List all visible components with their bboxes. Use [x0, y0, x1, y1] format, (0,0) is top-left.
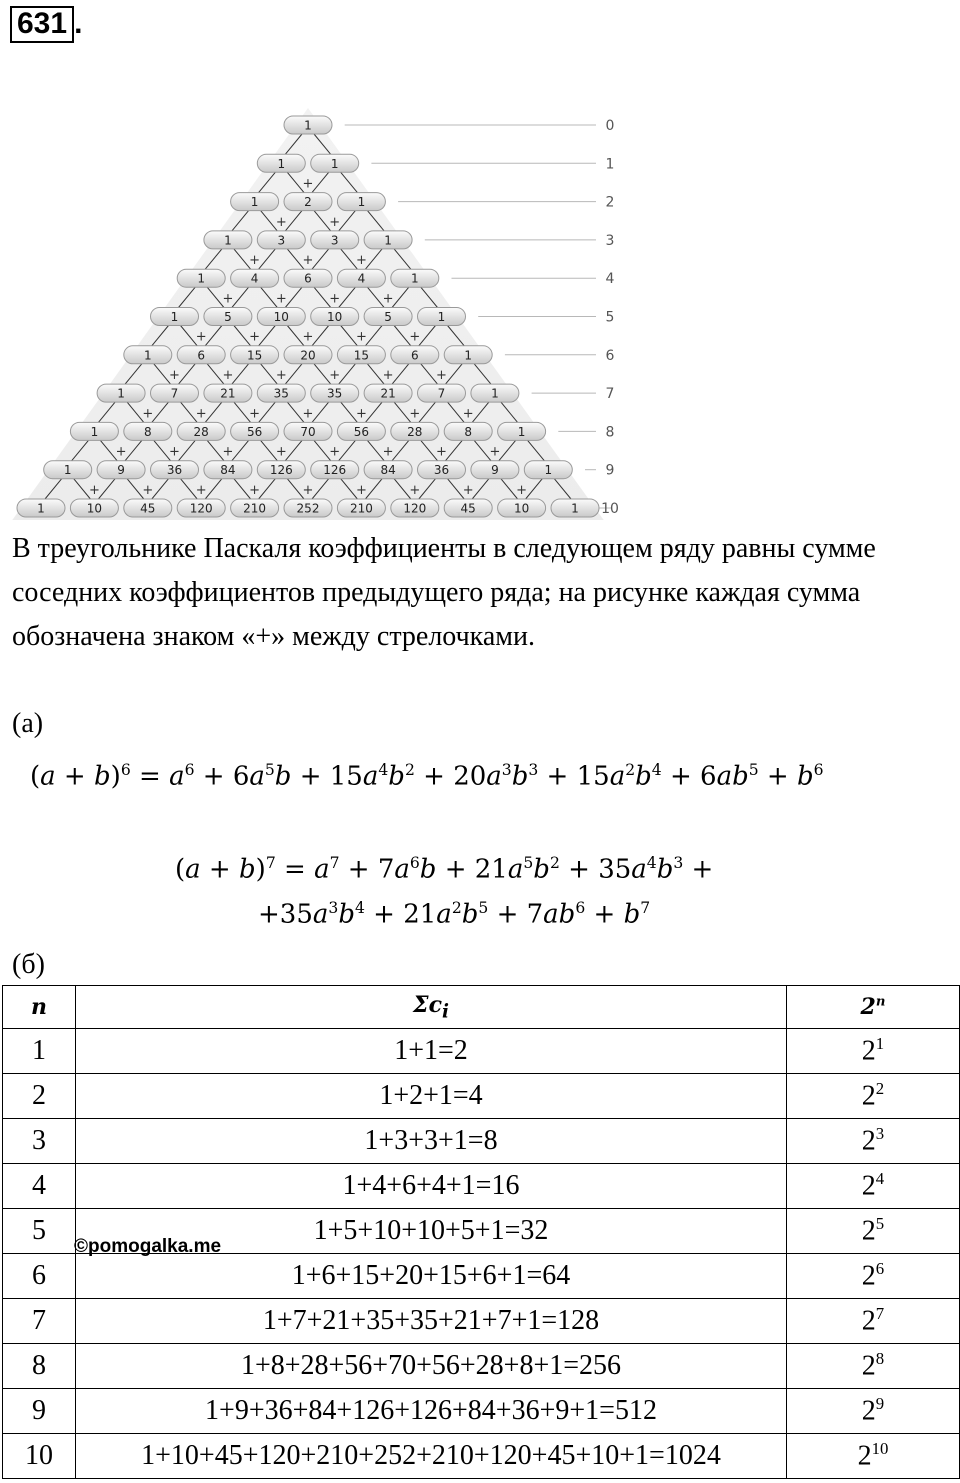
cell-power: $2^4$: [787, 1164, 960, 1209]
cell-n: 3: [3, 1119, 76, 1164]
table-row: [3, 1119, 960, 1164]
coefficient-value: 84: [380, 463, 396, 478]
problem-number: [10, 6, 82, 43]
table-row: [3, 1164, 960, 1209]
coefficient-value: 126: [323, 463, 347, 478]
coefficient-value: 9: [117, 463, 125, 478]
plus-sign: +: [355, 329, 367, 345]
cell-power: $2^2$: [787, 1074, 960, 1119]
coefficient-value: 1: [517, 424, 526, 439]
plus-sign: +: [355, 406, 367, 422]
plus-sign: +: [516, 482, 528, 498]
row-label: 6: [605, 347, 615, 364]
coefficient-value: 20: [300, 348, 316, 363]
row-label: 0: [605, 118, 615, 134]
cell-sum: 1+10+45+120+210+252+210+120+45+10+1=1024: [76, 1434, 787, 1479]
coefficient-value: 1: [464, 348, 473, 363]
table-row: [3, 1434, 960, 1479]
cell-n: 6: [3, 1254, 76, 1299]
coefficient-value: 7: [437, 386, 446, 401]
coefficient-value: 28: [193, 424, 209, 439]
coefficient-value: 45: [140, 501, 156, 516]
header-power: 2$^n$: [787, 986, 960, 1029]
plus-sign: +: [409, 482, 421, 498]
coefficient-value: 36: [166, 463, 183, 478]
coefficient-value: 1: [143, 348, 152, 363]
cell-n: 4: [3, 1164, 76, 1209]
coefficient-value: 35: [273, 386, 289, 401]
plus-sign: +: [142, 406, 154, 422]
cell-power: $2^6$: [787, 1254, 960, 1299]
cell-sum: 1+2+1=4: [76, 1074, 787, 1119]
coefficient-value: 10: [273, 310, 289, 324]
coefficient-value: 1: [170, 310, 179, 324]
plus-sign: +: [169, 444, 180, 460]
plus-sign: +: [195, 482, 207, 498]
coefficient-value: 3: [277, 233, 286, 248]
plus-sign: +: [275, 291, 287, 307]
coefficient-value: 1: [384, 233, 392, 248]
plus-sign: +: [329, 214, 341, 230]
coefficient-value: 1: [250, 195, 259, 210]
plus-sign: +: [249, 482, 261, 498]
coefficient-value: 1: [410, 271, 419, 286]
coefficient-value: 1: [37, 501, 45, 516]
part-a-label: (а): [12, 708, 44, 739]
coefficient-value: 9: [491, 463, 499, 478]
formula-a-plus-b-7-line2: $+35a^3b^4 + 21a^2b^5 + 7ab^6 + b^7$: [258, 899, 651, 930]
cell-sum: 1+6+15+20+15+6+1=64: [76, 1254, 787, 1299]
cell-sum: 1+9+36+84+126+126+84+36+9+1=512: [76, 1389, 787, 1434]
row-label: 9: [605, 462, 615, 479]
table-row: [3, 1389, 960, 1434]
coefficient-value: 8: [143, 424, 152, 439]
description-text: В треугольнике Паскаля коэффициенты в следующем ряду равны сумме соседних коэффициентов предыдущего ряда; на рисунке каждая сумма обозначена знаком «+» между стрелочками.: [12, 533, 876, 652]
coefficient-value: 1: [437, 310, 446, 324]
watermark: ©pomogalka.me: [74, 1236, 222, 1257]
table-row: [3, 1344, 960, 1389]
cell-n: 5: [3, 1209, 76, 1254]
coefficient-value: 1: [544, 463, 553, 478]
coefficient-value: 56: [246, 424, 263, 439]
row-label: 4: [605, 271, 615, 288]
row-label: 10: [601, 501, 619, 517]
cell-n: 9: [3, 1389, 76, 1434]
plus-sign: +: [462, 406, 474, 422]
row-label: 8: [605, 424, 615, 441]
plus-sign: +: [302, 329, 314, 345]
cell-power: $2^1$: [787, 1029, 960, 1074]
plus-sign: +: [436, 367, 447, 383]
coefficient-value: 1: [63, 463, 72, 478]
coefficient-value: 6: [197, 348, 206, 363]
coefficient-value: 1: [117, 386, 125, 401]
coefficient-value: 7: [170, 386, 179, 401]
plus-sign: +: [355, 253, 367, 269]
plus-sign: +: [275, 444, 287, 460]
coefficient-value: 8: [464, 424, 473, 439]
table-row: [3, 1254, 960, 1299]
coefficient-value: 6: [410, 348, 419, 363]
cell-power: $2^9$: [787, 1389, 960, 1434]
plus-sign: +: [115, 444, 127, 460]
cell-power: $2^3$: [787, 1119, 960, 1164]
part-b-label: (б): [12, 949, 45, 980]
coefficient-value: 210: [243, 501, 267, 516]
plus-sign: +: [489, 444, 501, 460]
coefficient-value: 10: [327, 310, 343, 324]
coefficient-value: 15: [353, 348, 370, 363]
coefficient-value: 1: [304, 118, 312, 133]
coefficient-value: 3: [330, 233, 339, 248]
coefficient-value: 1: [224, 233, 232, 248]
table-row: [3, 1299, 960, 1344]
plus-sign: +: [169, 367, 180, 383]
row-label: 7: [605, 386, 615, 403]
plus-sign: +: [302, 253, 314, 269]
plus-sign: +: [195, 406, 207, 422]
coefficient-value: 10: [513, 501, 530, 516]
coefficient-value: 35: [327, 386, 343, 401]
coefficient-value: 120: [403, 501, 427, 516]
cell-n: 7: [3, 1299, 76, 1344]
plus-sign: +: [249, 253, 261, 269]
plus-sign: +: [382, 367, 394, 383]
plus-sign: +: [195, 329, 207, 345]
coefficient-value: 36: [433, 463, 450, 478]
cell-sum: 1+4+6+4+1=16: [76, 1164, 787, 1209]
coefficient-value: 4: [357, 271, 366, 286]
coefficient-value: 120: [189, 501, 213, 516]
coefficient-value: 21: [380, 386, 396, 401]
cell-sum: 1+8+28+56+70+56+28+8+1=256: [76, 1344, 787, 1389]
coefficient-value: 28: [407, 424, 423, 439]
plus-sign: +: [436, 444, 447, 460]
coefficient-value: 1: [330, 156, 339, 171]
cell-sum: 1+1=2: [76, 1029, 787, 1074]
cell-power: $2^8$: [787, 1344, 960, 1389]
table-row: [3, 1029, 960, 1074]
coefficient-value: 126: [269, 463, 293, 478]
coefficient-value: 5: [224, 310, 232, 324]
problem-number-suffix: .: [74, 7, 83, 40]
coefficient-value: 70: [300, 424, 316, 439]
coefficient-value: 1: [571, 501, 579, 516]
problem-number-box: 631: [10, 6, 74, 43]
plus-sign: +: [409, 329, 421, 345]
cell-power: $2^{10}$: [787, 1434, 960, 1479]
plus-sign: +: [88, 482, 100, 498]
plus-sign: +: [329, 367, 341, 383]
coefficient-value: 5: [384, 310, 392, 324]
formula-a-plus-b-7-line1: $(a + b)^7 = a^7 + 7a^6b + 21a^5b^2 + 35a^4b^3$ +: [175, 854, 714, 885]
plus-sign: +: [355, 482, 367, 498]
cell-n: 8: [3, 1344, 76, 1389]
coefficient-value: 1: [491, 386, 499, 401]
coefficient-value: 84: [220, 463, 236, 478]
coefficient-value: 1: [197, 271, 206, 286]
row-label: 3: [605, 232, 615, 249]
row-label: 5: [605, 309, 615, 326]
coefficient-value: 15: [246, 348, 263, 363]
cell-power: $2^5$: [787, 1209, 960, 1254]
plus-sign: +: [249, 406, 261, 422]
coefficient-value: 1: [277, 156, 286, 171]
coefficient-value: 6: [304, 271, 312, 286]
header-n: n: [3, 986, 76, 1029]
plus-sign: +: [329, 444, 341, 460]
plus-sign: +: [249, 329, 261, 345]
plus-sign: +: [222, 291, 234, 307]
triangle-background: [8, 108, 608, 520]
table-row: [3, 1074, 960, 1119]
plus-sign: +: [275, 367, 287, 383]
plus-sign: +: [382, 291, 394, 307]
coefficient-value: 1: [90, 424, 99, 439]
coefficient-value: 1: [357, 195, 366, 210]
plus-sign: +: [142, 482, 154, 498]
coefficient-value: 21: [220, 386, 236, 401]
pascal-triangle-figure: [0, 100, 660, 520]
cell-sum: 1+5+10+10+5+1=32: [76, 1209, 787, 1254]
cell-n: 1: [3, 1029, 76, 1074]
header-sum: $\Sigma c_i$: [76, 986, 787, 1029]
plus-sign: +: [302, 482, 314, 498]
row-label: 1: [605, 156, 615, 173]
coefficient-value: 4: [250, 271, 259, 286]
coefficient-value: 252: [296, 501, 320, 516]
cell-sum: 1+7+21+35+35+21+7+1=128: [76, 1299, 787, 1344]
plus-sign: +: [275, 214, 287, 230]
cell-n: 10: [3, 1434, 76, 1479]
coefficient-value: 56: [353, 424, 370, 439]
plus-sign: +: [329, 291, 341, 307]
table-header-row: [3, 986, 960, 1029]
cell-power: $2^7$: [787, 1299, 960, 1344]
row-label: 2: [605, 194, 615, 211]
coefficient-value: 210: [349, 501, 373, 516]
coefficient-value: 2: [304, 195, 312, 210]
plus-sign: +: [382, 444, 394, 460]
plus-sign: +: [302, 176, 314, 192]
formula-a-plus-b-6: $(a + b)^6 = a^6 + 6a^5b + 15a^4b^2 + 20a^3b^3 + 15a^2b^4 + 6ab^5 + b^6$: [30, 761, 824, 792]
coefficient-value: 45: [460, 501, 476, 516]
plus-sign: +: [462, 482, 474, 498]
plus-sign: +: [222, 444, 234, 460]
sums-table: [2, 985, 960, 1479]
plus-sign: +: [222, 367, 234, 383]
plus-sign: +: [302, 406, 314, 422]
coefficient-value: 10: [86, 501, 103, 516]
cell-sum: 1+3+3+1=8: [76, 1119, 787, 1164]
plus-sign: +: [409, 406, 421, 422]
cell-n: 2: [3, 1074, 76, 1119]
